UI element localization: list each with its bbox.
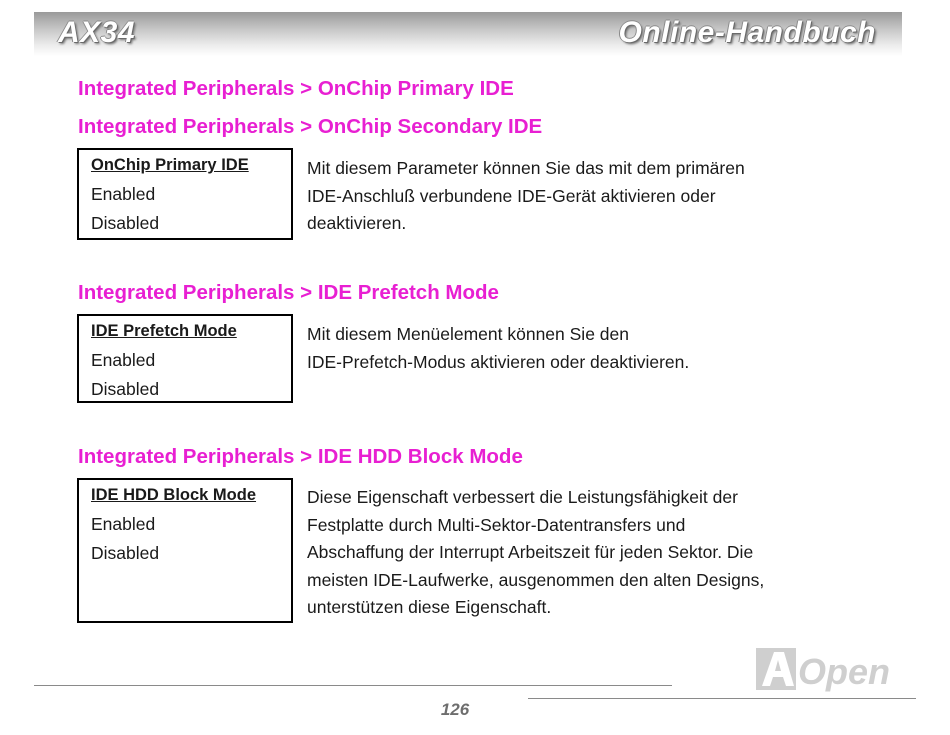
description-line: meisten IDE-Laufwerke, ausgenommen den alten Designs, [307, 569, 765, 590]
option-enabled: Enabled [91, 184, 156, 204]
option-enabled: Enabled [91, 350, 156, 370]
option-box-prefetch-mode [77, 314, 293, 403]
footer-divider-left [34, 685, 672, 686]
description-line: Diese Eigenschaft verbessert die Leistungsfähigkeit der [307, 487, 738, 507]
page-number: 126 [440, 700, 470, 719]
description-line: deaktivieren. [307, 213, 407, 233]
section-heading-prefetch-mode: Integrated Peripherals > IDE Prefetch Mode [78, 281, 499, 304]
aopen-logo-icon [754, 646, 894, 692]
manual-title: Online-Handbuch [618, 16, 876, 49]
option-box-title: IDE Prefetch Mode [91, 322, 237, 340]
section-heading-primary-ide: Integrated Peripherals > OnChip Primary IDE [78, 77, 514, 100]
description-line: IDE-Anschluß verbundene IDE-Gerät aktivieren oder [307, 185, 716, 206]
product-title: AX34 [58, 16, 136, 49]
option-box-title: IDE HDD Block Mode [91, 486, 257, 504]
description-line: Festplatte durch Multi-Sektor-Datentransfers und [307, 514, 686, 535]
option-box-title: OnChip Primary IDE [91, 156, 249, 174]
section-heading-secondary-ide: Integrated Peripherals > OnChip Secondary IDE [78, 115, 543, 138]
footer-divider-right [528, 698, 916, 699]
svg-text:Open: Open [798, 651, 891, 692]
description-line: unterstützen diese Eigenschaft. [307, 597, 552, 617]
option-enabled: Enabled [91, 514, 156, 534]
option-disabled: Disabled [91, 213, 160, 233]
option-disabled: Disabled [91, 543, 160, 563]
description-hdd-block-mode [307, 484, 827, 622]
description-line: IDE-Prefetch-Modus aktivieren oder deaktivieren. [307, 351, 690, 372]
description-line: Abschaffung der Interrupt Arbeitszeit für jeden Sektor. Die [307, 542, 754, 562]
description-onchip-ide [307, 155, 827, 238]
description-prefetch-mode [307, 321, 827, 376]
option-box-hdd-block-mode [77, 478, 293, 623]
section-heading-hdd-block-mode: Integrated Peripherals > IDE HDD Block Mode [78, 445, 523, 468]
option-disabled: Disabled [91, 379, 160, 399]
description-line: Mit diesem Parameter können Sie das mit dem primären [307, 158, 745, 178]
option-box-onchip-ide [77, 148, 293, 240]
description-line: Mit diesem Menüelement können Sie den [307, 324, 629, 344]
